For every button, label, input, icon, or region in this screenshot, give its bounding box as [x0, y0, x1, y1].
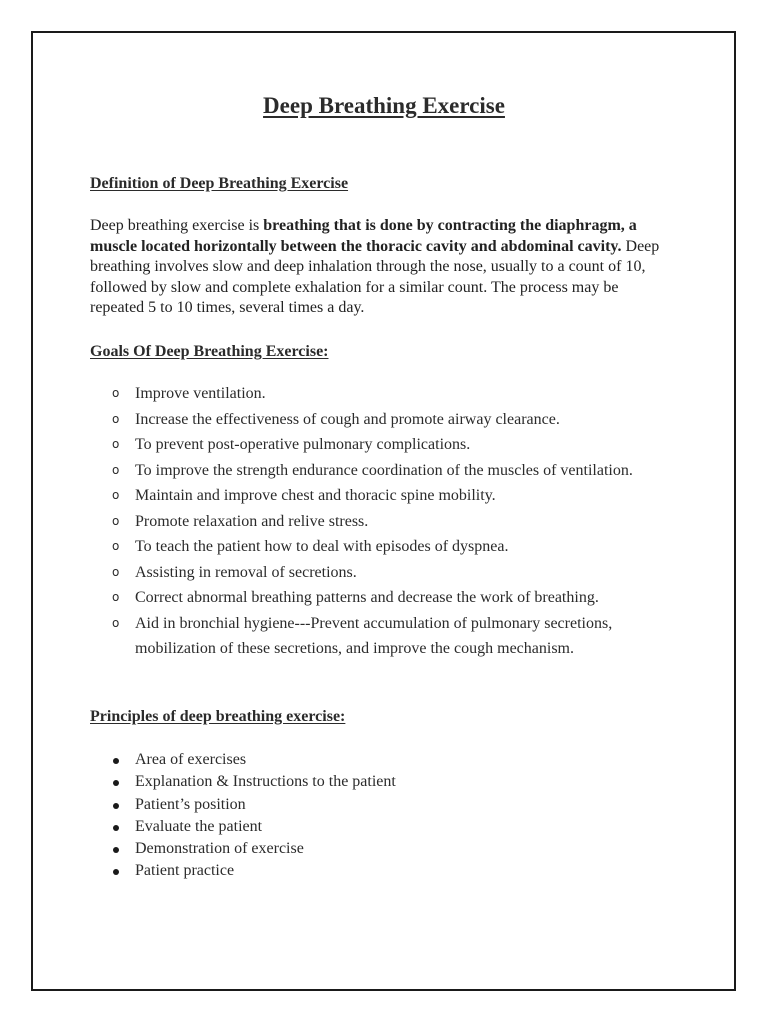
goal-item — [90, 381, 680, 407]
principle-item — [90, 749, 680, 771]
principle-item — [90, 860, 680, 882]
dot-bullet-icon — [113, 825, 119, 831]
goal-item — [90, 407, 680, 433]
goal-text: Assisting in removal of secretions. — [135, 563, 357, 581]
circle-bullet-icon: o — [112, 590, 120, 604]
definition-bold-text: breathing that is done by contracting the diaphragm, a muscle located horizontally between the thoracic cavity and abdominal cavity. — [90, 217, 637, 255]
definition-heading: Definition of Deep Breathing Exercise — [90, 175, 349, 192]
goal-item — [90, 458, 680, 484]
goal-item — [90, 585, 680, 611]
circle-bullet-icon: o — [112, 462, 120, 477]
goal-text: To teach the patient how to deal with episodes of dyspnea. — [135, 538, 509, 555]
principle-item — [90, 816, 680, 838]
goal-item — [90, 432, 680, 458]
goal-item — [90, 611, 680, 662]
principle-text: Patient practice — [135, 862, 235, 880]
dot-bullet-icon — [113, 869, 119, 875]
principle-text: Evaluate the patient — [135, 817, 263, 835]
circle-bullet-icon: o — [112, 488, 120, 502]
document-title: Deep Breathing Exercise — [263, 93, 505, 118]
goal-text: Aid in bronchial hygiene---Prevent accumulation of pulmonary secretions, mobilization of these secretions, and improve the cough mechanism. — [135, 614, 613, 657]
goal-text: To prevent post-operative pulmonary complications. — [135, 436, 471, 453]
principle-text: Explanation & Instructions to the patient — [135, 773, 396, 791]
circle-bullet-icon: o — [112, 564, 120, 579]
goal-item — [90, 509, 680, 535]
circle-bullet-icon: o — [112, 437, 120, 451]
goal-item — [90, 560, 680, 586]
circle-bullet-icon: o — [112, 615, 120, 630]
goal-text: To improve the strength endurance coordination of the muscles of ventilation. — [135, 461, 633, 479]
dot-bullet-icon — [113, 780, 119, 786]
dot-bullet-icon — [113, 847, 119, 853]
goal-text: Correct abnormal breathing patterns and decrease the work of breathing. — [135, 589, 599, 606]
goals-list — [90, 381, 680, 662]
goal-text: Promote relaxation and relive stress. — [135, 512, 369, 530]
circle-bullet-icon: o — [112, 539, 120, 553]
goal-text: Improve ventilation. — [135, 385, 266, 402]
circle-bullet-icon: o — [112, 513, 120, 528]
principle-text: Demonstration of exercise — [135, 840, 304, 858]
goal-item — [90, 483, 680, 509]
dot-bullet-icon — [113, 758, 119, 764]
circle-bullet-icon: o — [112, 386, 120, 400]
principle-item — [90, 838, 680, 860]
principle-text: Patient’s position — [135, 795, 246, 813]
circle-bullet-icon: o — [112, 411, 120, 426]
definition-intro: Deep breathing exercise is — [90, 217, 264, 234]
principles-list — [90, 749, 680, 883]
principle-item — [90, 794, 680, 816]
dot-bullet-icon — [113, 803, 119, 809]
principle-item — [90, 771, 680, 793]
goal-text: Increase the effectiveness of cough and promote airway clearance. — [135, 410, 560, 428]
goal-item — [90, 534, 680, 560]
principles-heading: Principles of deep breathing exercise: — [90, 708, 346, 725]
definition-paragraph — [90, 216, 670, 319]
goals-heading: Goals Of Deep Breathing Exercise: — [90, 343, 329, 360]
definition-rest: Deep breathing involves slow and deep inhalation through the nose, usually to a count of 10, followed by slow and complete exhalation for a similar count. The process may be repeated 5 to 10 times, several times a day. — [90, 237, 660, 317]
principle-text: Area of exercises — [135, 751, 247, 768]
goal-text: Maintain and improve chest and thoracic spine mobility. — [135, 487, 496, 504]
